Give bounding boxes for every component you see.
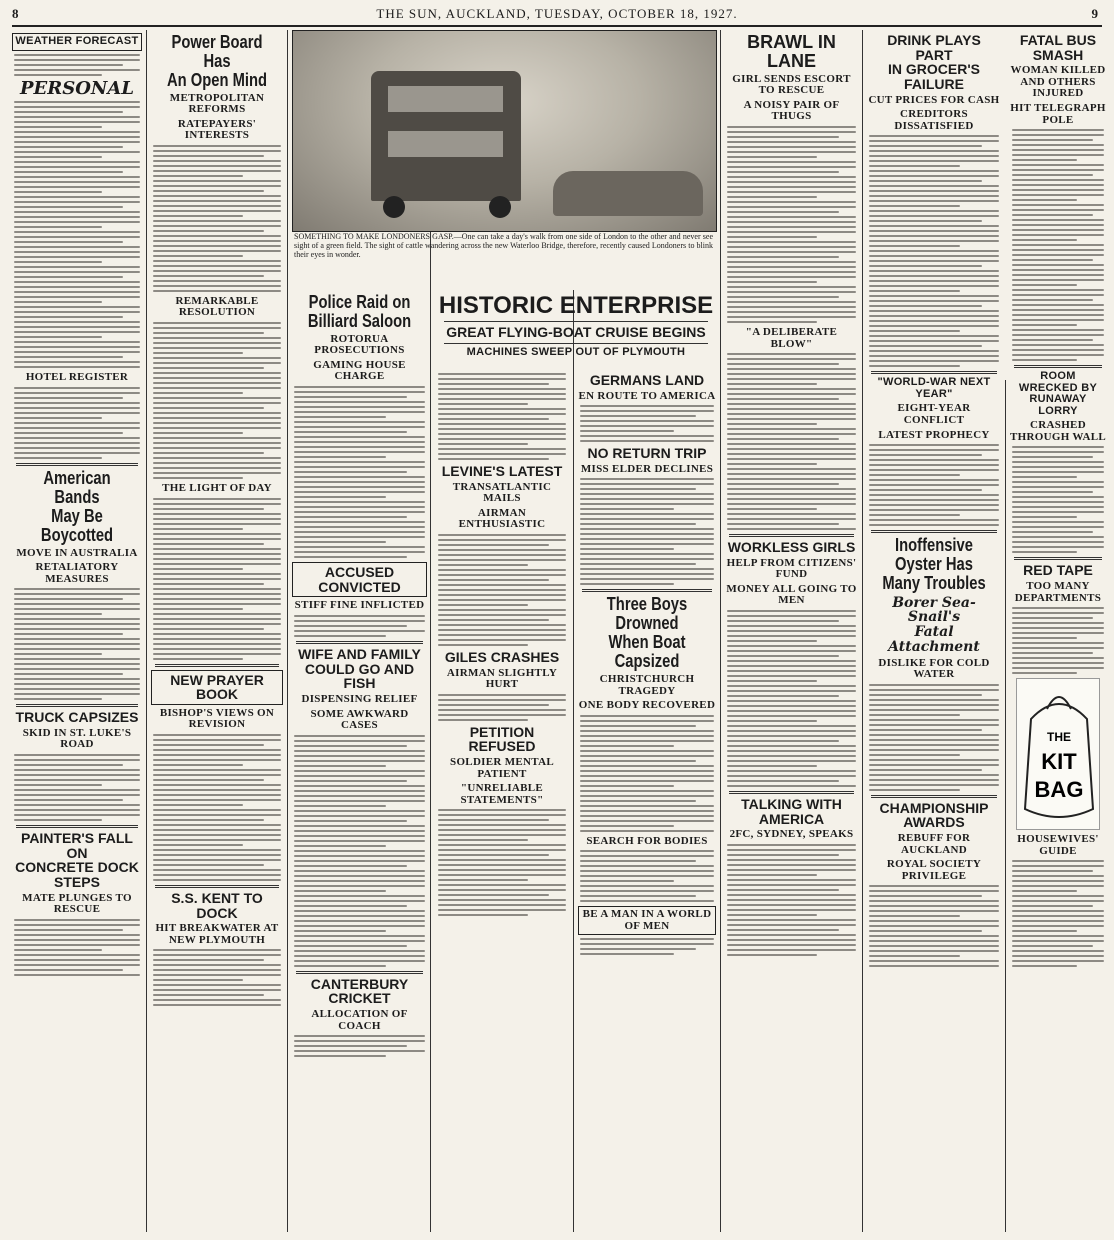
rebuff-heading: REBUFF FOR AUCKLAND [897, 832, 971, 856]
workless-text [725, 610, 858, 787]
telegraph-pole-heading: HIT TELEGRAPH POLE [1010, 102, 1106, 126]
flying-boat-text [436, 373, 568, 460]
column-4a [436, 370, 568, 1234]
brawl-in-lane-heading: BRAWL IN LANE [747, 32, 836, 71]
kent-to-dock-heading: S.S. KENT TO DOCK [171, 889, 263, 921]
borer-heading: Borer Sea-Snail's Fatal Attachment [888, 594, 980, 655]
be-a-man-heading: BE A MAN IN A WORLD OF MEN [578, 906, 716, 935]
en-route-heading: EN ROUTE TO AMERICA [578, 389, 716, 402]
championship-heading: CHAMPIONSHIP AWARDS [879, 799, 989, 831]
search-for-bodies-heading: SEARCH FOR BODIES [586, 834, 708, 847]
cold-water-heading: DISLIKE FOR COLD WATER [878, 656, 990, 681]
column-rule [146, 30, 147, 1232]
royal-society-heading: ROYAL SOCIETY PRIVILEGE [886, 858, 982, 882]
deliberate-text [725, 353, 858, 530]
gaming-house-heading: GAMING HOUSE CHARGE [313, 358, 406, 383]
allocation-heading: ALLOCATION OF COACH [311, 1007, 408, 1032]
column-3 [292, 290, 427, 1234]
airman-hurt-heading: AIRMAN SLIGHTLY HURT [446, 666, 558, 691]
workless-girls-heading: WORKLESS GIRLS [727, 539, 856, 556]
mate-plunges-heading: MATE PLUNGES TO RESCUE [22, 891, 132, 916]
germans-land-heading: GERMANS LAND [589, 372, 705, 388]
bus-photo [292, 30, 717, 232]
woman-killed-heading: WOMAN KILLED AND OTHERS INJURED [1010, 64, 1106, 100]
noisy-pair-heading: A NOISY PAIR OF THUGS [743, 98, 840, 123]
page-number-right: 9 [1091, 6, 1098, 21]
creditors-heading: CREDITORS DISSATISFIED [894, 108, 974, 132]
transatlantic-heading: TRANSATLANTIC MAILS [452, 480, 552, 505]
column-rule [862, 30, 863, 1232]
prophecy-text [867, 444, 1001, 526]
cut-prices-heading: CUT PRICES FOR CASH [868, 93, 1000, 106]
housewives-guide-heading: HOUSEWIVES' GUIDE [1017, 833, 1099, 857]
be-a-man-ad-text [578, 938, 716, 955]
fatal-bus-smash-heading: FATAL BUS SMASH [1019, 32, 1097, 63]
weather-text [12, 54, 142, 76]
twofc-sydney-heading: 2FC, SYDNEY, SPEAKS [729, 828, 854, 841]
personal-text [12, 101, 142, 368]
cricket-text [292, 1035, 427, 1057]
petition-text [436, 809, 568, 916]
one-body-heading: ONE BODY RECOVERED [578, 699, 716, 712]
painter-text [12, 919, 142, 976]
championship-text [867, 885, 1001, 967]
breakwater-heading: HIT BREAKWATER AT NEW PLYMOUTH [155, 922, 279, 946]
police-raid-heading: Police Raid on Billiard Saloon [307, 292, 412, 331]
light-of-day-heading: THE LIGHT OF DAY [162, 481, 272, 494]
column-5 [725, 30, 858, 1234]
bishops-views-heading: BISHOP'S VIEWS ON REVISION [159, 706, 275, 731]
housewives-text [1010, 860, 1106, 967]
red-tape-heading: RED TAPE [1023, 562, 1093, 579]
column-rule [720, 30, 721, 1232]
bus-wheel [383, 196, 405, 218]
petition-refused-heading: PETITION REFUSED [468, 723, 536, 755]
three-boys-drowned-heading: Three Boys Drowned When Boat Capsized [606, 594, 688, 672]
painter-heading: PAINTER'S FALL ON CONCRETE DOCK STEPS [15, 829, 139, 891]
remarkable-resolution-heading: REMARKABLE RESOLUTION [175, 294, 259, 319]
column-7 [1010, 30, 1106, 1234]
no-return-trip-heading: NO RETURN TRIP [587, 445, 707, 462]
kit-bag-logo [1016, 678, 1100, 830]
room-wrecked-heading: ROOM WRECKED BY RUNAWAY LORRY [1018, 370, 1098, 417]
lorry-text [1010, 446, 1106, 553]
world-war-heading: "WORLD-WAR NEXT YEAR" [877, 376, 991, 400]
latest-prophecy-heading: LATEST PROPHECY [878, 428, 990, 441]
column-1 [12, 30, 142, 1234]
drowning-text [578, 715, 716, 832]
miss-elder-text [578, 478, 716, 585]
money-going-heading: MONEY ALL GOING TO MEN [726, 582, 857, 607]
wife-and-family-heading: WIFE AND FAMILY COULD GO AND FISH [298, 645, 421, 692]
resolution-text [151, 322, 283, 479]
search-text [578, 850, 716, 902]
wife-text [292, 735, 427, 967]
column-6 [867, 30, 1001, 1234]
skid-heading: SKID IN ST. LUKE'S ROAD [22, 726, 132, 751]
levine-text [436, 534, 568, 646]
column-rule [1005, 380, 1006, 1232]
dispensing-relief-heading: DISPENSING RELIEF [301, 692, 418, 705]
crashed-wall-heading: CRASHED THROUGH WALL [1010, 419, 1106, 443]
giles-crashes-heading: GILES CRASHES [444, 648, 560, 665]
eight-year-conflict-heading: EIGHT-YEAR CONFLICT [897, 402, 971, 427]
red-tape-text [1010, 607, 1106, 674]
brawl-text [725, 126, 858, 323]
machines-sweep-heading: MACHINES SWEEP OUT OF PLYMOUTH [466, 345, 686, 358]
historic-enterprise-banner [436, 290, 716, 360]
column-2 [151, 30, 283, 1234]
drink-plays-part-heading: DRINK PLAYS PART IN GROCER'S FAILURE [887, 32, 981, 93]
new-prayer-book-heading: NEW PRAYER BOOK [151, 670, 283, 705]
oyster-text [867, 684, 1001, 791]
kit-bag-kit: KIT [1041, 749, 1077, 775]
move-in-australia-heading: MOVE IN AUSTRALIA [16, 546, 138, 559]
column-4b [578, 370, 716, 1234]
raid-text [292, 386, 427, 558]
accused-convicted-heading: ACCUSED CONVICTED [292, 562, 427, 597]
hotel-register-heading: HOTEL REGISTER [25, 371, 129, 384]
power-board-text [151, 145, 283, 292]
talking-with-america-heading: TALKING WITH AMERICA [741, 795, 842, 827]
masthead [12, 3, 1102, 27]
canterbury-cricket-heading: CANTERBURY CRICKET [310, 975, 409, 1007]
hotel-register-text [12, 387, 142, 459]
grocer-text [867, 135, 1001, 367]
rotorua-heading: ROTORUA PROSECUTIONS [314, 332, 405, 357]
bus-wheel [489, 196, 511, 218]
kit-bag-icon [1017, 679, 1101, 827]
light-of-day-text [151, 498, 283, 660]
awkward-cases-heading: SOME AWKWARD CASES [310, 707, 409, 732]
historic-enterprise-heading: HISTORIC ENTERPRISE [438, 292, 714, 319]
airman-enthusiastic-heading: AIRMAN ENTHUSIASTIC [458, 506, 546, 531]
levines-latest-heading: LEVINE'S LATEST [441, 463, 563, 479]
kent-text [151, 949, 283, 1006]
truck-text [12, 754, 142, 821]
personal-heading: PERSONAL [20, 77, 134, 99]
too-many-departments-heading: TOO MANY DEPARTMENTS [1014, 580, 1102, 604]
girl-sends-escort-heading: GIRL SENDS ESCORT TO RESCUE [732, 72, 851, 97]
bus-lower-windows [388, 131, 503, 157]
germans-text [578, 405, 716, 442]
oyster-heading: Inoffensive Oyster Has Many Troubles [882, 535, 986, 593]
citizens-fund-heading: HELP FROM CITIZENS' FUND [726, 556, 857, 581]
photo-caption: SOMETHING TO MAKE LONDONERS GASP.—One can take a day's walk from one side of London to the other and never see sight of a green field. The sight of cattle wandering across the new Waterloo Bridge, therefore, recently caused Londoners to blink their eyes in wonder. [294, 232, 713, 260]
ratepayers-heading: RATEPAYERS' INTERESTS [177, 117, 257, 142]
bus-upper-windows [388, 86, 503, 112]
power-board-heading: Power Board Has An Open Mind [166, 32, 268, 90]
miss-elder-heading: MISS ELDER DECLINES [580, 462, 714, 475]
kit-bag-the: THE [1047, 730, 1071, 745]
giles-text [436, 694, 568, 721]
truck-capsizes-heading: TRUCK CAPSIZES [15, 709, 139, 726]
christchurch-tragedy-heading: CHRISTCHURCH TRAGEDY [599, 673, 695, 697]
flying-boat-heading: GREAT FLYING-BOAT CRUISE BEGINS [446, 324, 706, 341]
deliberate-blow-heading: "A DELIBERATE BLOW" [745, 325, 838, 350]
weather-heading: WEATHER FORECAST [12, 33, 142, 51]
retaliatory-heading: RETALIATORY MEASURES [35, 561, 119, 585]
american-bands-text [12, 588, 142, 700]
american-bands-heading: American Bands May Be Boycotted [40, 467, 114, 545]
talking-text [725, 844, 858, 956]
accused-text [292, 615, 427, 637]
column-rule [287, 30, 288, 1232]
unreliable-heading: "UNRELIABLE STATEMENTS" [460, 782, 544, 806]
page-number-left: 8 [12, 6, 19, 21]
cattle [553, 171, 703, 216]
masthead-title: THE SUN, AUCKLAND, TUESDAY, OCTOBER 18, 1927. [376, 6, 738, 21]
soldier-patient-heading: SOLDIER MENTAL PATIENT [450, 756, 554, 780]
metropolitan-heading: METROPOLITAN REFORMS [169, 91, 265, 116]
prayer-book-text [151, 734, 283, 881]
kit-bag-bag: BAG [1034, 777, 1084, 803]
bus-smash-text [1010, 129, 1106, 361]
column-rule [573, 290, 574, 1232]
stiff-fine-heading: STIFF FINE INFLICTED [294, 599, 425, 612]
